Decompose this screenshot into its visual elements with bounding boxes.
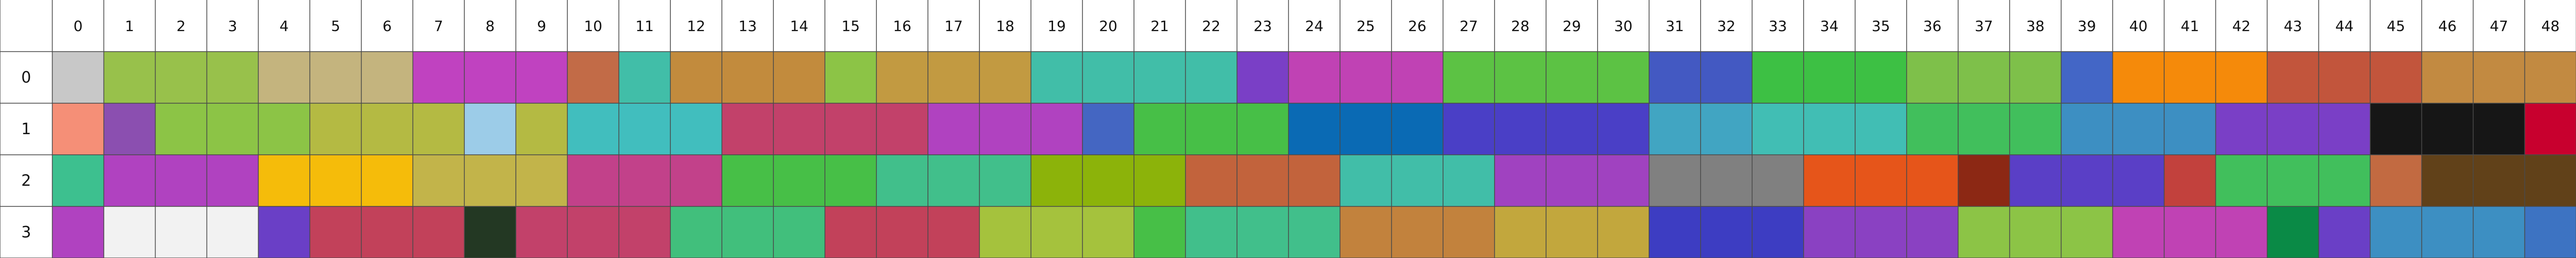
- grid-cell-r3-c38[interactable]: [2010, 206, 2062, 258]
- grid-cell-r2-c19[interactable]: [1031, 155, 1083, 207]
- column-label-10: 10: [584, 18, 603, 35]
- grid-cell-r2-c7[interactable]: [413, 155, 465, 207]
- grid-cell-r0-c3[interactable]: [207, 52, 259, 104]
- grid-cell-r2-c0[interactable]: [53, 155, 105, 207]
- column-label-41: 41: [2180, 18, 2199, 35]
- column-label-44: 44: [2335, 18, 2354, 35]
- grid-cell-r1-c3[interactable]: [207, 103, 259, 155]
- grid-cell-r0-c40[interactable]: [2113, 52, 2165, 104]
- grid-cell-r3-c24[interactable]: [1289, 206, 1341, 258]
- grid-cell-r0-c31[interactable]: [1649, 52, 1701, 104]
- grid-cell-r2-c6[interactable]: [361, 155, 413, 207]
- grid-cell-r1-c44[interactable]: [2319, 103, 2371, 155]
- column-label-5: 5: [331, 18, 341, 35]
- grid-cell-r3-c46[interactable]: [2421, 206, 2473, 258]
- grid-cell-r0-c1[interactable]: [104, 52, 156, 104]
- grid-cell-r1-c22[interactable]: [1185, 103, 1238, 155]
- grid-cell-r3-c7[interactable]: [413, 206, 465, 258]
- grid-cell-r1-c6[interactable]: [361, 103, 413, 155]
- grid-cell-r3-c10[interactable]: [567, 206, 619, 258]
- column-label-2: 2: [176, 18, 186, 35]
- grid-cell-r1-c27[interactable]: [1443, 103, 1495, 155]
- grid-cell-r3-c43[interactable]: [2267, 206, 2319, 258]
- grid-cell-r1-c18[interactable]: [979, 103, 1031, 155]
- column-label-15: 15: [841, 18, 860, 35]
- grid-cell-r1-c47[interactable]: [2473, 103, 2525, 155]
- grid-cell-r0-c4[interactable]: [258, 52, 310, 104]
- grid-cell-r0-c15[interactable]: [825, 52, 877, 104]
- grid-cell-r3-c6[interactable]: [361, 206, 413, 258]
- grid-cell-r1-c21[interactable]: [1134, 103, 1186, 155]
- grid-cell-r0-c48[interactable]: [2524, 52, 2576, 104]
- grid-cell-r2-c46[interactable]: [2421, 155, 2473, 207]
- grid-cell-r2-c45[interactable]: [2370, 155, 2422, 207]
- grid-cell-r2-c39[interactable]: [2061, 155, 2113, 207]
- grid-cell-r2-c2[interactable]: [155, 155, 207, 207]
- grid-cell-r3-c35[interactable]: [1855, 206, 1907, 258]
- grid-cell-r1-c1[interactable]: [104, 103, 156, 155]
- column-label-37: 37: [1974, 18, 1993, 35]
- grid-cell-r0-c35[interactable]: [1855, 52, 1907, 104]
- grid-cell-r2-c23[interactable]: [1237, 155, 1289, 207]
- grid-cell-r0-c37[interactable]: [1958, 52, 2010, 104]
- grid-cell-r2-c30[interactable]: [1598, 155, 1650, 207]
- column-label-22: 22: [1202, 18, 1221, 35]
- grid-cell-r1-c32[interactable]: [1701, 103, 1753, 155]
- grid-cell-r1-c4[interactable]: [258, 103, 310, 155]
- grid-cell-r2-c48[interactable]: [2524, 155, 2576, 207]
- grid-cell-r1-c9[interactable]: [516, 103, 568, 155]
- grid-cell-r2-c20[interactable]: [1082, 155, 1134, 207]
- column-label-28: 28: [1511, 18, 1530, 35]
- grid-cell-r3-c15[interactable]: [825, 206, 877, 258]
- grid-cell-r2-c12[interactable]: [670, 155, 722, 207]
- grid-cell-r1-c43[interactable]: [2267, 103, 2319, 155]
- column-label-40: 40: [2129, 18, 2148, 35]
- column-label-8: 8: [485, 18, 495, 35]
- grid-cell-r2-c4[interactable]: [258, 155, 310, 207]
- grid-cell-r1-c28[interactable]: [1495, 103, 1547, 155]
- grid-cell-r3-c21[interactable]: [1134, 206, 1186, 258]
- grid-cell-r1-c20[interactable]: [1082, 103, 1134, 155]
- grid-cell-r0-c17[interactable]: [928, 52, 980, 104]
- grid-cell-r1-c19[interactable]: [1031, 103, 1083, 155]
- column-label-46: 46: [2438, 18, 2457, 35]
- column-label-18: 18: [996, 18, 1014, 35]
- column-label-48: 48: [2541, 18, 2560, 35]
- grid-cell-r3-c19[interactable]: [1031, 206, 1083, 258]
- column-label-21: 21: [1150, 18, 1169, 35]
- row-label-0: 0: [21, 69, 31, 87]
- column-label-0: 0: [73, 18, 83, 35]
- grid-cell-r3-c44[interactable]: [2319, 206, 2371, 258]
- grid-cell-r3-c29[interactable]: [1546, 206, 1598, 258]
- grid-cell-r2-c44[interactable]: [2319, 155, 2371, 207]
- grid-cell-r2-c41[interactable]: [2164, 155, 2216, 207]
- column-label-6: 6: [382, 18, 392, 35]
- grid-cell-r2-c34[interactable]: [1804, 155, 1856, 207]
- grid-cell-r0-c38[interactable]: [2010, 52, 2062, 104]
- grid-cell-r1-c45[interactable]: [2370, 103, 2422, 155]
- grid-cell-r3-c33[interactable]: [1752, 206, 1804, 258]
- grid-cell-r3-c3[interactable]: [207, 206, 259, 258]
- column-label-24: 24: [1305, 18, 1324, 35]
- grid-cell-r0-c0[interactable]: [53, 52, 105, 104]
- grid-cell-r1-c15[interactable]: [825, 103, 877, 155]
- grid-cell-r0-c23[interactable]: [1237, 52, 1289, 104]
- grid-cell-r2-c40[interactable]: [2113, 155, 2165, 207]
- grid-cell-r3-c26[interactable]: [1392, 206, 1444, 258]
- column-label-43: 43: [2283, 18, 2302, 35]
- column-label-16: 16: [893, 18, 911, 35]
- grid-cell-r2-c18[interactable]: [979, 155, 1031, 207]
- grid-cell-r0-c29[interactable]: [1546, 52, 1598, 104]
- grid-cell-r1-c39[interactable]: [2061, 103, 2113, 155]
- grid-cell-r1-c8[interactable]: [464, 103, 516, 155]
- column-label-11: 11: [635, 18, 654, 35]
- grid-cell-r0-c43[interactable]: [2267, 52, 2319, 104]
- grid-cell-r1-c29[interactable]: [1546, 103, 1598, 155]
- column-label-19: 19: [1047, 18, 1066, 35]
- grid-cell-r0-c13[interactable]: [722, 52, 774, 104]
- grid-cell-r3-c12[interactable]: [670, 206, 722, 258]
- grid-cell-r0-c7[interactable]: [413, 52, 465, 104]
- grid-cell-r0-c20[interactable]: [1082, 52, 1134, 104]
- grid-cell-r2-c25[interactable]: [1340, 155, 1392, 207]
- grid-cell-r3-c1[interactable]: [104, 206, 156, 258]
- grid-cell-r3-c28[interactable]: [1495, 206, 1547, 258]
- column-label-45: 45: [2386, 18, 2405, 35]
- grid-cell-r3-c40[interactable]: [2113, 206, 2165, 258]
- column-label-39: 39: [2077, 18, 2096, 35]
- grid-cell-r2-c3[interactable]: [207, 155, 259, 207]
- grid-cell-r0-c10[interactable]: [567, 52, 619, 104]
- grid-cell-r3-c34[interactable]: [1804, 206, 1856, 258]
- grid-cell-r0-c2[interactable]: [155, 52, 207, 104]
- grid-cell-r0-c33[interactable]: [1752, 52, 1804, 104]
- grid-cell-r1-c46[interactable]: [2421, 103, 2473, 155]
- grid-cell-r3-c4[interactable]: [258, 206, 310, 258]
- column-label-34: 34: [1820, 18, 1839, 35]
- column-label-12: 12: [687, 18, 706, 35]
- grid-cell-r3-c25[interactable]: [1340, 206, 1392, 258]
- grid-cell-r1-c35[interactable]: [1855, 103, 1907, 155]
- column-label-30: 30: [1614, 18, 1633, 35]
- grid-cell-r0-c16[interactable]: [876, 52, 928, 104]
- grid-cell-r0-c8[interactable]: [464, 52, 516, 104]
- grid-cell-r3-c41[interactable]: [2164, 206, 2216, 258]
- grid-cell-r1-c17[interactable]: [928, 103, 980, 155]
- grid-cell-r3-c48[interactable]: [2524, 206, 2576, 258]
- grid-cell-r3-c37[interactable]: [1958, 206, 2010, 258]
- grid-cell-r0-c39[interactable]: [2061, 52, 2113, 104]
- grid-cell-r1-c33[interactable]: [1752, 103, 1804, 155]
- grid-cell-r0-c42[interactable]: [2216, 52, 2268, 104]
- column-label-26: 26: [1408, 18, 1427, 35]
- grid-cell-r2-c42[interactable]: [2216, 155, 2268, 207]
- grid-cell-r0-c19[interactable]: [1031, 52, 1083, 104]
- grid-cell-r3-c5[interactable]: [310, 206, 362, 258]
- grid-cell-r2-c32[interactable]: [1701, 155, 1753, 207]
- column-label-42: 42: [2232, 18, 2251, 35]
- grid-cell-r0-c47[interactable]: [2473, 52, 2525, 104]
- grid-cell-r1-c26[interactable]: [1392, 103, 1444, 155]
- grid-cell-r0-c44[interactable]: [2319, 52, 2371, 104]
- grid-cell-r3-c22[interactable]: [1185, 206, 1238, 258]
- grid-cell-r1-c42[interactable]: [2216, 103, 2268, 155]
- grid-cell-r2-c28[interactable]: [1495, 155, 1547, 207]
- grid-cell-r1-c40[interactable]: [2113, 103, 2165, 155]
- column-label-36: 36: [1923, 18, 1942, 35]
- grid-cell-r2-c26[interactable]: [1392, 155, 1444, 207]
- column-label-13: 13: [738, 18, 757, 35]
- column-label-27: 27: [1460, 18, 1478, 35]
- grid-cell-r1-c37[interactable]: [1958, 103, 2010, 155]
- grid-cell-r0-c45[interactable]: [2370, 52, 2422, 104]
- grid-cell-r2-c47[interactable]: [2473, 155, 2525, 207]
- column-label-23: 23: [1253, 18, 1272, 35]
- grid-cell-r0-c32[interactable]: [1701, 52, 1753, 104]
- grid-cell-r2-c24[interactable]: [1289, 155, 1341, 207]
- grid-cell-r1-c41[interactable]: [2164, 103, 2216, 155]
- grid-cell-r0-c5[interactable]: [310, 52, 362, 104]
- grid-cell-r0-c46[interactable]: [2421, 52, 2473, 104]
- column-label-1: 1: [125, 18, 134, 35]
- grid-cell-r3-c2[interactable]: [155, 206, 207, 258]
- column-label-17: 17: [944, 18, 963, 35]
- grid-cell-r3-c31[interactable]: [1649, 206, 1701, 258]
- grid-cell-r2-c38[interactable]: [2010, 155, 2062, 207]
- grid-cell-r1-c7[interactable]: [413, 103, 465, 155]
- column-label-9: 9: [537, 18, 547, 35]
- column-label-14: 14: [790, 18, 809, 35]
- column-label-32: 32: [1717, 18, 1736, 35]
- column-label-31: 31: [1665, 18, 1684, 35]
- column-label-25: 25: [1357, 18, 1375, 35]
- column-label-7: 7: [434, 18, 444, 35]
- grid-cell-r1-c13[interactable]: [722, 103, 774, 155]
- grid-cell-r3-c20[interactable]: [1082, 206, 1134, 258]
- column-label-29: 29: [1563, 18, 1581, 35]
- grid-cell-r1-c31[interactable]: [1649, 103, 1701, 155]
- grid-cell-r3-c42[interactable]: [2216, 206, 2268, 258]
- grid-cell-r3-c30[interactable]: [1598, 206, 1650, 258]
- grid-cell-r3-c14[interactable]: [773, 206, 825, 258]
- grid-cell-r1-c5[interactable]: [310, 103, 362, 155]
- grid-cell-r3-c47[interactable]: [2473, 206, 2525, 258]
- grid-cell-r2-c10[interactable]: [567, 155, 619, 207]
- column-label-33: 33: [1768, 18, 1787, 35]
- grid-cell-r2-c17[interactable]: [928, 155, 980, 207]
- grid-cell-r2-c36[interactable]: [1907, 155, 1959, 207]
- grid-cell-r1-c38[interactable]: [2010, 103, 2062, 155]
- grid-cell-r2-c37[interactable]: [1958, 155, 2010, 207]
- grid-cell-r2-c13[interactable]: [722, 155, 774, 207]
- grid-cell-r1-c25[interactable]: [1340, 103, 1392, 155]
- row-label-2: 2: [21, 172, 31, 190]
- grid-cell-r0-c27[interactable]: [1443, 52, 1495, 104]
- grid-cell-r0-c26[interactable]: [1392, 52, 1444, 104]
- grid-cell-r2-c1[interactable]: [104, 155, 156, 207]
- grid-cell-r0-c34[interactable]: [1804, 52, 1856, 104]
- grid-cell-r2-c43[interactable]: [2267, 155, 2319, 207]
- column-label-47: 47: [2489, 18, 2509, 35]
- grid-cell-r0-c18[interactable]: [979, 52, 1031, 104]
- grid-cell-r1-c0[interactable]: [53, 103, 105, 155]
- column-label-3: 3: [228, 18, 238, 35]
- grid-cell-r1-c16[interactable]: [876, 103, 928, 155]
- grid-cell-r1-c10[interactable]: [567, 103, 619, 155]
- grid-cell-r2-c33[interactable]: [1752, 155, 1804, 207]
- row-label-1: 1: [21, 120, 31, 138]
- grid-cell-r2-c11[interactable]: [619, 155, 671, 207]
- grid-cell-r2-c8[interactable]: [464, 155, 516, 207]
- grid-cell-r3-c23[interactable]: [1237, 206, 1289, 258]
- grid-cell-r2-c14[interactable]: [773, 155, 825, 207]
- grid-cell-r3-c0[interactable]: [53, 206, 105, 258]
- grid-cell-r1-c36[interactable]: [1907, 103, 1959, 155]
- grid-cell-r3-c8[interactable]: [464, 206, 516, 258]
- grid-cell-r3-c18[interactable]: [979, 206, 1031, 258]
- grid-cell-r0-c24[interactable]: [1289, 52, 1341, 104]
- grid-cell-r3-c9[interactable]: [516, 206, 568, 258]
- grid-cell-r0-c22[interactable]: [1185, 52, 1238, 104]
- grid-cell-r1-c12[interactable]: [670, 103, 722, 155]
- grid-cell-r0-c6[interactable]: [361, 52, 413, 104]
- grid-cell-r0-c28[interactable]: [1495, 52, 1547, 104]
- grid-cell-r2-c21[interactable]: [1134, 155, 1186, 207]
- grid-cell-r2-c29[interactable]: [1546, 155, 1598, 207]
- grid-cell-r3-c36[interactable]: [1907, 206, 1959, 258]
- grid-cell-r0-c14[interactable]: [773, 52, 825, 104]
- grid-cell-r0-c9[interactable]: [516, 52, 568, 104]
- grid-cell-r0-c11[interactable]: [619, 52, 671, 104]
- grid-cell-r2-c35[interactable]: [1855, 155, 1907, 207]
- column-label-38: 38: [2026, 18, 2045, 35]
- grid-cell-r3-c17[interactable]: [928, 206, 980, 258]
- grid-cell-r0-c41[interactable]: [2164, 52, 2216, 104]
- grid-cell-r0-c12[interactable]: [670, 52, 722, 104]
- grid-cell-r3-c27[interactable]: [1443, 206, 1495, 258]
- row-label-3: 3: [21, 223, 31, 241]
- grid-cell-r3-c11[interactable]: [619, 206, 671, 258]
- grid-cell-r1-c34[interactable]: [1804, 103, 1856, 155]
- grid-cell-r2-c5[interactable]: [310, 155, 362, 207]
- grid-cell-r3-c16[interactable]: [876, 206, 928, 258]
- grid-cell-r1-c48[interactable]: [2524, 103, 2576, 155]
- grid-cell-r3-c13[interactable]: [722, 206, 774, 258]
- grid-cell-r2-c9[interactable]: [516, 155, 568, 207]
- grid-cell-r2-c31[interactable]: [1649, 155, 1701, 207]
- grid-cell-r1-c2[interactable]: [155, 103, 207, 155]
- column-label-4: 4: [279, 18, 289, 35]
- grid-cell-r1-c14[interactable]: [773, 103, 825, 155]
- grid-cell-r3-c45[interactable]: [2370, 206, 2422, 258]
- grid-cell-r3-c39[interactable]: [2061, 206, 2113, 258]
- grid-cell-r0-c25[interactable]: [1340, 52, 1392, 104]
- grid-cell-r1-c30[interactable]: [1598, 103, 1650, 155]
- grid-cell-r2-c27[interactable]: [1443, 155, 1495, 207]
- grid-cell-r3-c32[interactable]: [1701, 206, 1753, 258]
- grid-cell-r2-c15[interactable]: [825, 155, 877, 207]
- grid-cell-r1-c23[interactable]: [1237, 103, 1289, 155]
- column-label-35: 35: [1871, 18, 1890, 35]
- grid-cell-r2-c16[interactable]: [876, 155, 928, 207]
- grid-cell-r1-c24[interactable]: [1289, 103, 1341, 155]
- grid-cell-r0-c30[interactable]: [1598, 52, 1650, 104]
- grid-cell-r0-c21[interactable]: [1134, 52, 1186, 104]
- column-header-row: [74, 18, 2576, 35]
- column-label-20: 20: [1099, 18, 1117, 35]
- grid-cell-r0-c36[interactable]: [1907, 52, 1959, 104]
- grid-cell-r2-c22[interactable]: [1185, 155, 1238, 207]
- grid-cell-r1-c11[interactable]: [619, 103, 671, 155]
